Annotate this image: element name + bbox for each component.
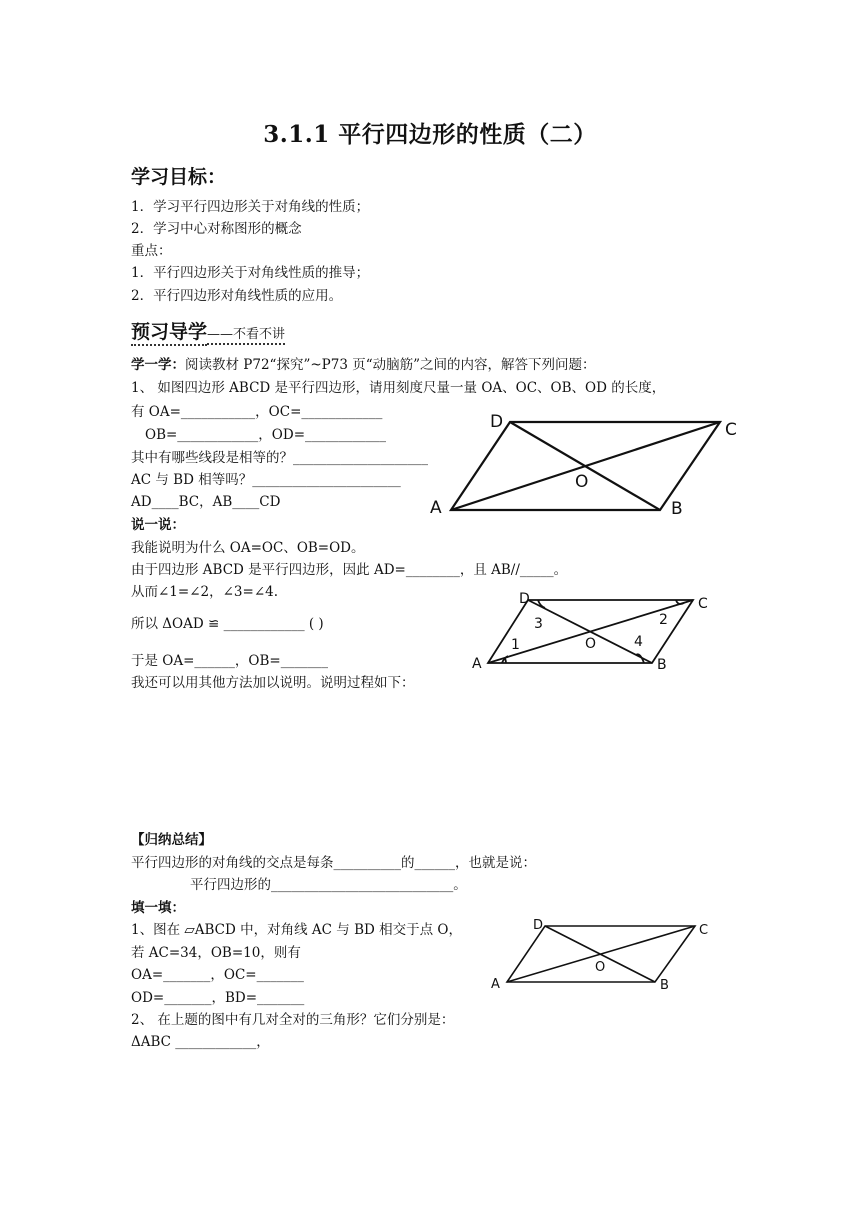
summary-line-2: 平行四边形的___________________________。	[190, 877, 467, 893]
angle-arc-3	[538, 600, 545, 608]
label-a: A	[472, 656, 482, 672]
q1-line-2: OB=____________，OD=____________	[145, 427, 387, 443]
label-b: B	[660, 978, 669, 993]
label-d: D	[519, 591, 530, 607]
objective-item: 1．学习平行四边形关于对角线的性质；	[131, 199, 370, 215]
preview-heading-main: 预习导学	[131, 321, 207, 346]
angle-label-2: 2	[659, 612, 668, 628]
say-line: 所以 ΔOAD ≌ ____________ ( )	[131, 616, 324, 632]
fill-heading: 填一填：	[131, 900, 185, 916]
diagonal-bd	[510, 422, 660, 510]
fill-line: OA=_______，OC=_______	[131, 967, 304, 983]
angle-arc-1b	[502, 656, 508, 663]
say-line: 我能说明为什么 OA=OC、OB=OD。	[131, 540, 365, 556]
say-line: 于是 OA=______，OB=_______	[131, 653, 328, 669]
label-b: B	[671, 499, 683, 519]
label-o: O	[575, 472, 589, 492]
say-line: 由于四边形 ABCD 是平行四边形，因此 AD=________，且 AB//_____。	[131, 562, 568, 578]
label-c: C	[699, 923, 709, 938]
learn-label: 学一学：	[131, 357, 185, 373]
q1-line-4: AC 与 BD 相等吗？______________________	[131, 472, 401, 488]
fill-line: ΔABC ____________，	[131, 1034, 270, 1050]
preview-heading	[131, 317, 285, 344]
angle-label-1: 1	[511, 637, 520, 653]
label-a: A	[491, 977, 500, 992]
say-line: 从而∠1=∠2，∠3=∠4.	[131, 584, 279, 600]
learn-line	[131, 357, 596, 373]
label-o: O	[595, 960, 606, 975]
label-c: C	[725, 420, 737, 440]
q1-line-5: AD____BC，AB____CD	[131, 494, 281, 510]
label-d: D	[490, 412, 504, 432]
preview-heading-sub: ——不看不讲	[207, 327, 285, 345]
question-1: 1、 如图四边形 ABCD 是平行四边形，请用刻度尺量一量 OA、OC、OB、OD 的长度，	[131, 380, 666, 396]
angle-label-3: 3	[534, 616, 543, 632]
key-item: 1．平行四边形关于对角线性质的推导；	[131, 265, 370, 281]
fill-line: 1、图在 ▱ABCD 中，对角线 AC 与 BD 相交于点 O，	[131, 922, 462, 938]
figure-parallelogram-3	[485, 912, 715, 996]
say-label: 说一说：	[131, 517, 185, 533]
label-o: O	[585, 636, 597, 652]
figure-parallelogram-2	[468, 588, 718, 673]
page-title: 3.1.1 平行四边形的性质（二）	[263, 121, 597, 148]
angle-label-4: 4	[634, 634, 643, 650]
fill-line: OD=_______，BD=_______	[131, 990, 305, 1006]
objectives-heading: 学习目标：	[131, 166, 227, 188]
fill-line: 2、 在上题的图中有几对全对的三角形？它们分别是：	[131, 1012, 455, 1028]
q1-line-3: 其中有哪些线段是相等的？____________________	[131, 450, 428, 466]
label-d: D	[533, 918, 544, 933]
say-line: 我还可以用其他方法加以说明。说明过程如下：	[131, 675, 415, 691]
q1-line-1: 有 OA=___________，OC=____________	[131, 404, 383, 420]
label-a: A	[430, 498, 442, 518]
figure-parallelogram-1	[420, 405, 750, 525]
objective-item: 2．学习中心对称图形的概念	[131, 221, 302, 237]
key-label: 重点：	[131, 243, 172, 259]
learn-text: 阅读教材 P72“探究”~P73 页“动脑筋”之间的内容，解答下列问题：	[185, 357, 596, 373]
label-b: B	[657, 657, 667, 673]
summary-line-1: 平行四边形的对角线的交点是每条__________的______，也就是说：	[131, 855, 536, 871]
diagonal-bd	[528, 600, 652, 663]
key-item: 2．平行四边形对角线性质的应用。	[131, 288, 343, 304]
fill-line: 若 AC=34，OB=10，则有	[131, 945, 301, 961]
label-c: C	[698, 596, 708, 612]
summary-heading: 【归纳总结】	[131, 832, 212, 848]
